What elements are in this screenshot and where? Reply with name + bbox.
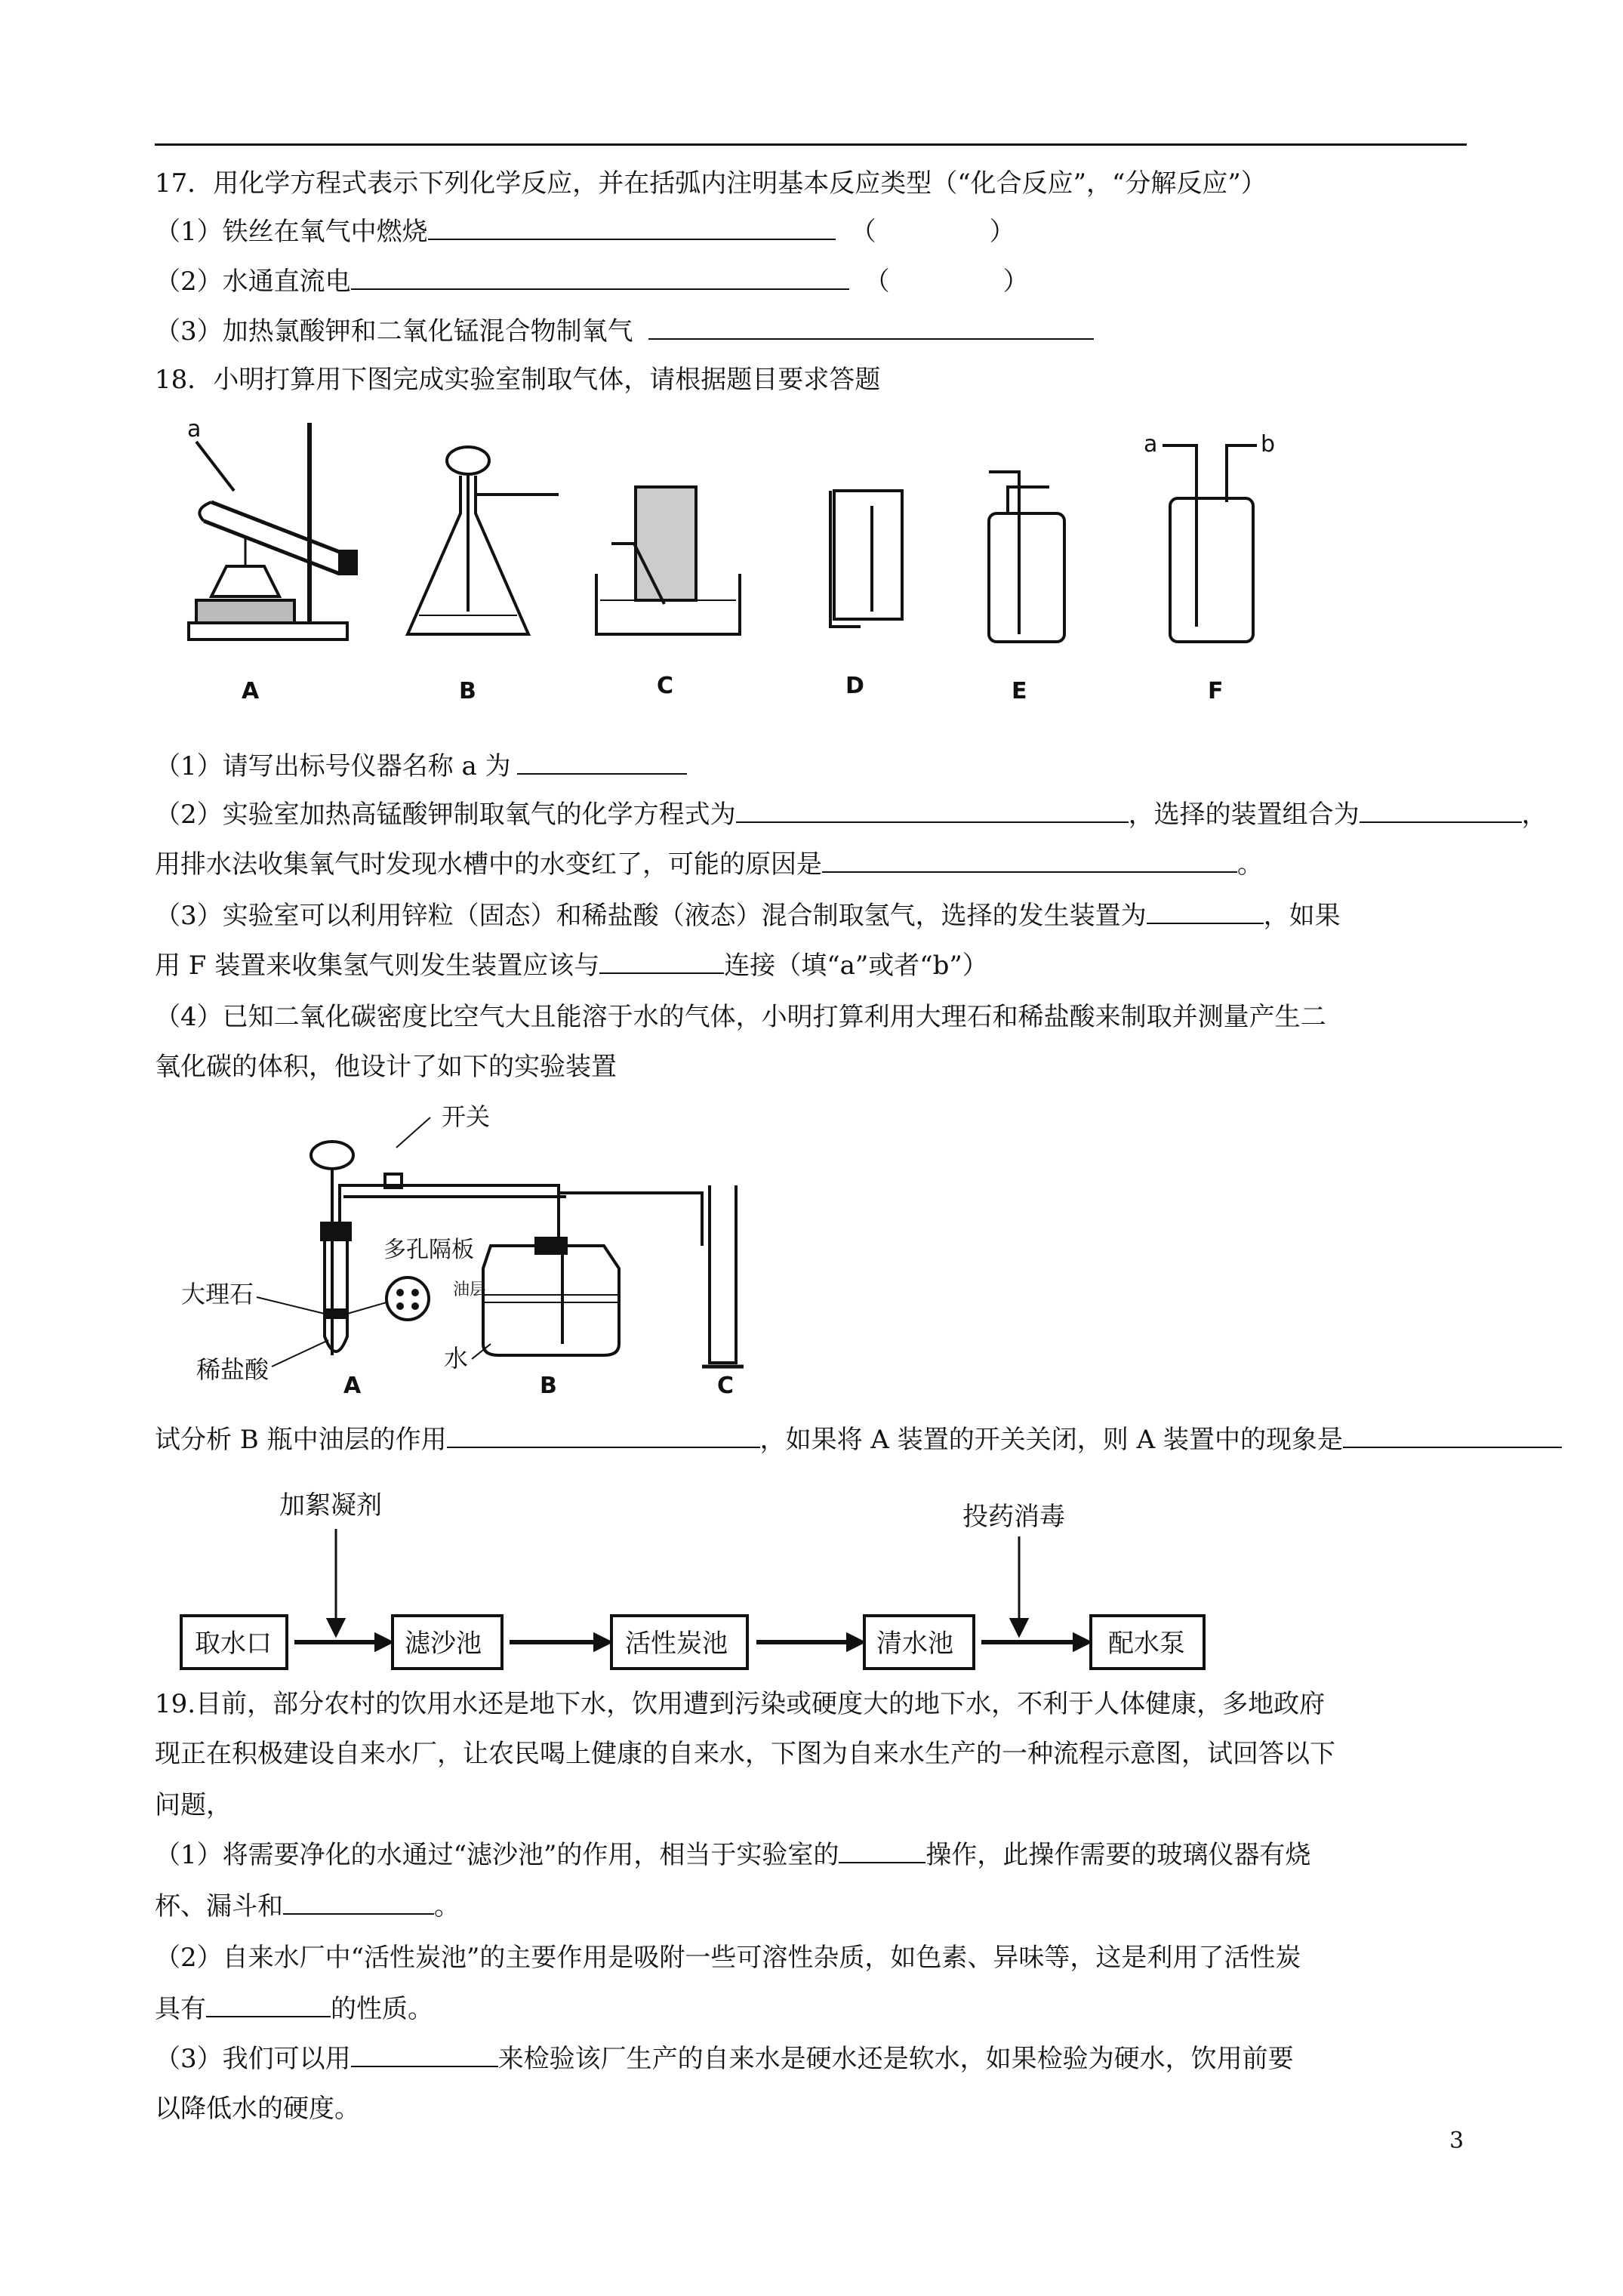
label-oil: 油层 — [453, 1281, 487, 1299]
answer-blank[interactable] — [351, 266, 849, 290]
label-D: D — [845, 673, 864, 699]
apparatus-b — [408, 447, 559, 702]
answer-blank[interactable] — [648, 316, 1094, 340]
answer-blank[interactable] — [599, 950, 724, 974]
label-C: C — [657, 673, 674, 699]
apparatus-fig2-b — [444, 1193, 702, 1397]
flow-step-label: 取水口 — [195, 1629, 272, 1659]
apparatus-fig2-c — [702, 1185, 744, 1397]
answer-blank[interactable] — [1360, 799, 1522, 823]
q18-part3: （3）实验室可以利用锌粒（固态）和稀盐酸（液态）混合制取氢气，选择的发生装置为 ，如果 — [155, 901, 1341, 931]
q18-analysis: 试分析 B 瓶中油层的作用 ，如果将 A 装置的开关关闭，则 A 装置中的现象是 — [155, 1424, 1562, 1456]
label-fig2-A: A — [343, 1373, 362, 1397]
label-water: 水 — [444, 1344, 469, 1373]
label-switch: 开关 — [442, 1102, 491, 1131]
water-treatment-flowchart — [174, 1476, 1230, 1672]
q18-part2-cont: 用排水法收集氧气时发现水槽中的水变红了，可能的原因是 。 — [155, 849, 1263, 880]
answer-blank[interactable] — [839, 1839, 925, 1863]
label-a: a — [187, 416, 202, 442]
apparatus-d — [830, 491, 902, 699]
q18-part1: （1）请写出标号仪器名称 a 为 — [155, 750, 687, 782]
label-E: E — [1012, 678, 1027, 702]
label-fig2-B: B — [540, 1373, 557, 1397]
label-F: F — [1208, 678, 1224, 702]
label-disinfect: 投药消毒 — [962, 1502, 1065, 1532]
q19-stem-3: 问题， — [155, 1790, 232, 1820]
q19-part1-cont: 杯、漏斗和 。 — [155, 1891, 460, 1922]
q19-part1: （1）将需要净化的水通过“滤沙池”的作用，相当于实验室的 操作，此操作需要的玻璃仪器有烧 — [155, 1840, 1311, 1870]
apparatus-f — [1144, 431, 1275, 702]
label-plate: 多孔隔板 — [383, 1237, 474, 1263]
answer-blank[interactable] — [447, 1424, 760, 1448]
q19-part3-cont: 以降低水的硬度。 — [155, 2094, 360, 2124]
label-fig2-C: C — [717, 1373, 735, 1397]
label-coagulant: 加絮凝剂 — [279, 1490, 382, 1521]
answer-blank[interactable] — [283, 1891, 434, 1915]
q19-part2: （2）自来水厂中“活性炭池”的主要作用是吸附一些可溶性杂质，如色素、异味等，这是利用了活性炭 — [155, 1943, 1301, 1973]
q19-part2-cont: 具有 的性质。 — [155, 1994, 433, 2024]
q17-stem: 17．用化学方程式表示下列化学反应，并在括弧内注明基本反应类型（“化合反应”，“分解反应”） — [155, 168, 1267, 199]
apparatus-fig2-a — [181, 1142, 566, 1397]
q19-stem-2: 现正在积极建设自来水厂，让农民喝上健康的自来水，下图为自来水生产的一种流程示意图，试回答以下 — [155, 1739, 1335, 1769]
label-f-a: a — [1144, 431, 1158, 458]
q17-part2: （2）水通直流电 （ ） — [155, 267, 1029, 297]
label-marble: 大理石 — [181, 1280, 254, 1308]
q18-stem: 18．小明打算用下图完成实验室制取气体，请根据题目要求答题 — [155, 365, 881, 395]
answer-blank[interactable] — [1343, 1424, 1562, 1448]
q19-stem-1: 19.目前，部分农村的饮用水还是地下水，饮用遭到污染或硬度大的地下水，不利于人体健康，多地政府 — [155, 1689, 1326, 1719]
answer-blank[interactable] — [822, 849, 1237, 873]
co2-volume-apparatus — [181, 1095, 755, 1397]
q18-part2: （2）实验室加热高锰酸钾制取氧气的化学方程式为 ，选择的装置组合为 ， — [155, 800, 1548, 830]
flow-step-label: 活性炭池 — [625, 1629, 728, 1659]
answer-blank[interactable] — [428, 216, 836, 240]
flow-step-label: 清水池 — [876, 1629, 953, 1659]
answer-blank[interactable] — [351, 2043, 498, 2067]
header-rule — [155, 143, 1467, 146]
answer-blank[interactable] — [1147, 900, 1264, 924]
answer-blank[interactable] — [736, 799, 1129, 823]
flow-step-label: 配水泵 — [1108, 1629, 1185, 1659]
q18-part3-cont: 用 F 装置来收集氢气则发生装置应该与 连接（填“a”或者“b”） — [155, 951, 988, 981]
apparatus-figure — [166, 415, 1321, 702]
page-number: 3 — [1449, 2128, 1464, 2154]
flow-step-label: 滤沙池 — [405, 1629, 482, 1659]
label-f-b: b — [1261, 431, 1276, 458]
label-acid: 稀盐酸 — [196, 1355, 269, 1384]
apparatus-a — [187, 416, 356, 702]
q17-part3: （3）加热氯酸钾和二氧化锰混合物制氧气 — [155, 316, 1094, 347]
label-A: A — [242, 678, 260, 702]
q19-part3: （3）我们可以用 来检验该厂生产的自来水是硬水还是软水，如果检验为硬水，饮用前要 — [155, 2044, 1294, 2074]
answer-blank[interactable] — [206, 1993, 331, 2017]
apparatus-c — [596, 487, 740, 699]
q18-part4: （4）已知二氧化碳密度比空气大且能溶于水的气体，小明打算利用大理石和稀盐酸来制取并测量产生二 — [155, 1002, 1326, 1032]
q17-part1: （1）铁丝在氧气中燃烧 （ ） — [155, 217, 1015, 247]
label-B: B — [459, 678, 476, 702]
answer-blank[interactable] — [517, 750, 687, 775]
q18-part4-cont: 氧化碳的体积，他设计了如下的实验装置 — [155, 1052, 617, 1082]
apparatus-e — [989, 472, 1064, 702]
